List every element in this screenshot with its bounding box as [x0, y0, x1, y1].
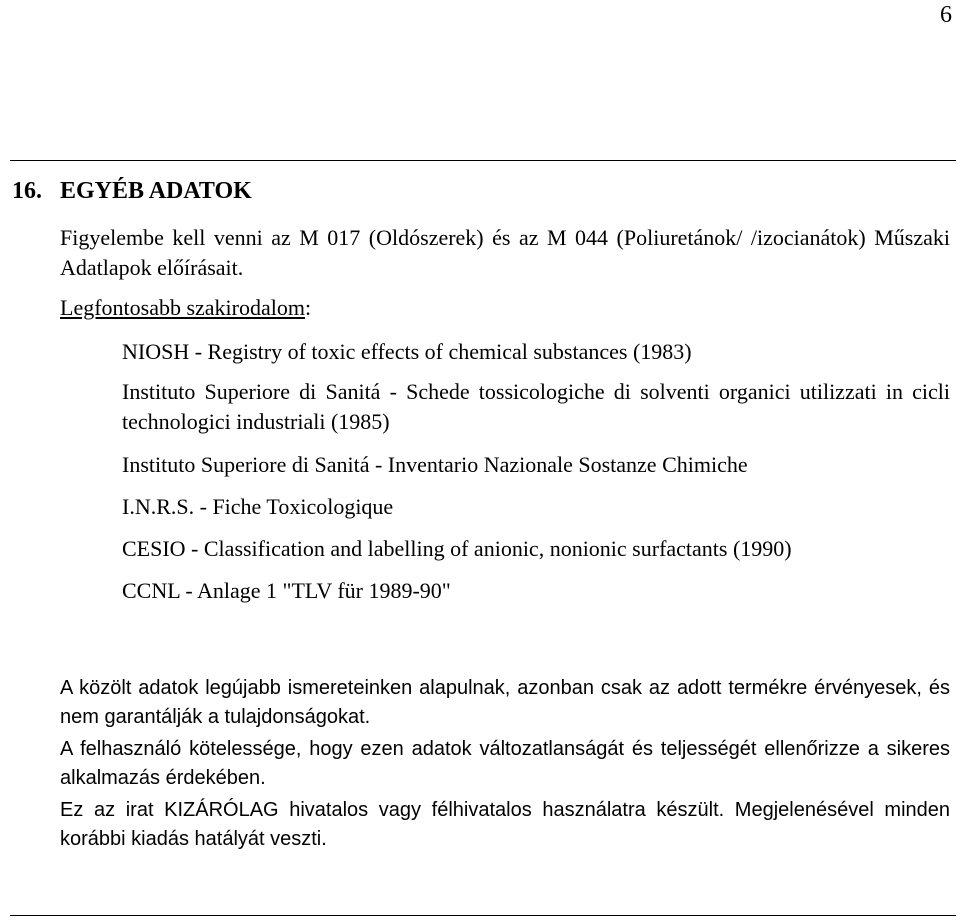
reference-item: NIOSH - Registry of toxic effects of chemical substances (1983)	[122, 339, 692, 364]
literature-title-colon: :	[305, 295, 312, 320]
literature-heading	[60, 293, 311, 323]
intro-paragraph: Figyelembe kell venni az M 017 (Oldószerek) és az M 044 (Poliuretánok/ /izocianátok) Műszaki Adatlapok előírásait.	[60, 225, 950, 280]
section-title: EGYÉB ADATOK	[60, 178, 252, 204]
disclaimer-paragraph: A közölt adatok legújabb ismereteinken alapulnak, azonban csak az adott termékre érvényesek, és nem garantálják a tulajdonságokat.	[60, 677, 950, 728]
bottom-divider	[10, 915, 956, 916]
literature-title: Legfontosabb szakirodalom	[60, 295, 305, 320]
disclaimer-paragraph: Ez az irat KIZÁRÓLAG hivatalos vagy félhivatalos használatra készült. Megjelenésével minden korábbi kiadás hatályát veszti.	[60, 799, 950, 850]
reference-item: Instituto Superiore di Sanitá - Schede tossicologiche di solventi organici utilizzati in cicli technologici industriali (1985)	[122, 379, 950, 434]
section-heading	[12, 178, 252, 205]
reference-item: CCNL - Anlage 1 "TLV für 1989-90"	[122, 578, 451, 603]
reference-item: CESIO - Classification and labelling of anionic, nonionic surfactants (1990)	[122, 536, 792, 561]
disclaimer-paragraph: A felhasználó kötelessége, hogy ezen adatok változatlanságát és teljességét ellenőrizze a sikeres alkalmazás érdekében.	[60, 738, 950, 789]
reference-item: I.N.R.S. - Fiche Toxicologique	[122, 494, 394, 519]
section-number: 16.	[12, 178, 42, 204]
reference-item: Instituto Superiore di Sanitá - Inventario Nazionale Sostanze Chimiche	[122, 452, 748, 477]
page-number: 6	[940, 2, 952, 28]
top-divider	[10, 160, 956, 161]
